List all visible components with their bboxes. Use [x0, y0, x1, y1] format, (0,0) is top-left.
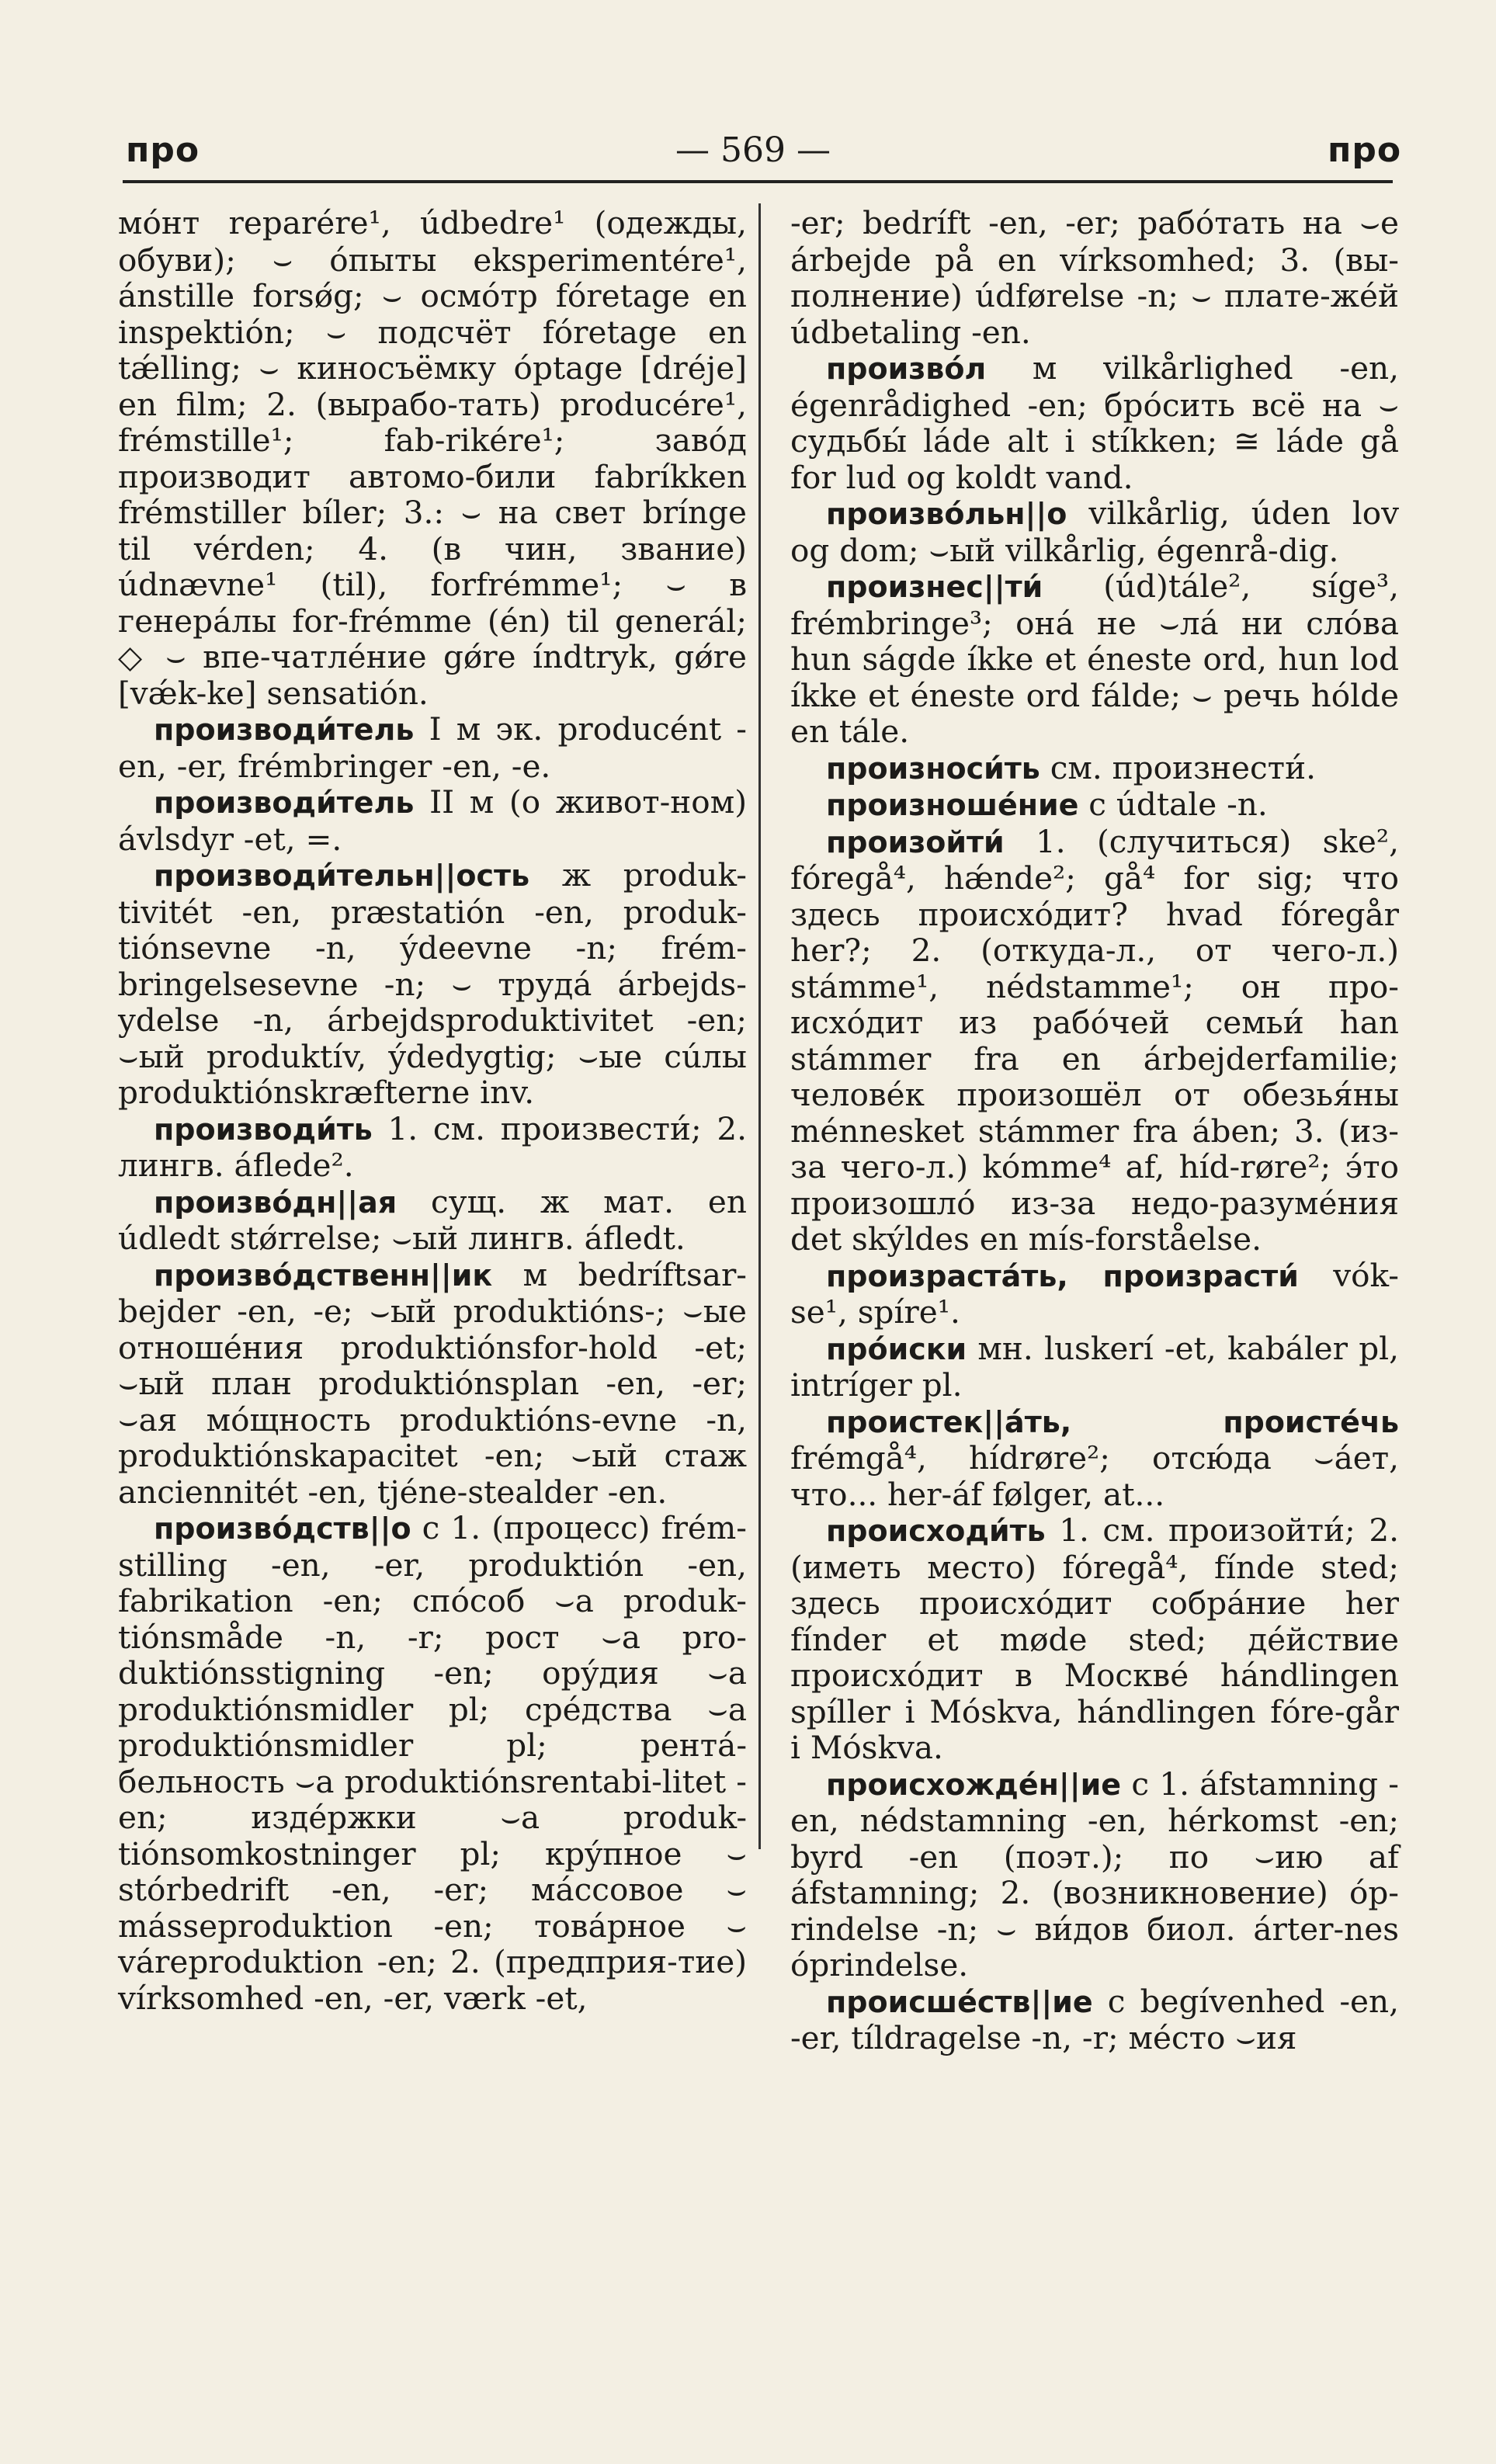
dictionary-entry: [790, 1983, 1399, 2056]
dictionary-entry: [118, 1184, 747, 1257]
dictionary-entry: [118, 857, 747, 1111]
entry-headword: произвóдн||ая: [154, 1185, 397, 1220]
dictionary-entry: [790, 495, 1399, 568]
entry-headword: производи́тель: [154, 786, 415, 820]
entry-headword: производи́тель: [154, 713, 415, 747]
running-head-left: про: [126, 130, 200, 170]
dictionary-entry: [118, 205, 747, 711]
dictionary-entry: [790, 1512, 1399, 1766]
entry-headword: произвóдств||о: [154, 1511, 411, 1546]
entry-body: II м (о живот-ном) ávlsdyr -et, =.: [118, 783, 747, 858]
entry-body: (úd)tále², síge³, frémbringe³; онá не ⌣ла́ ни слóва hun ságde íkke et éneste ord, hun lod íkke et éneste ord fálde; ⌣ речь hólde en tále.: [790, 567, 1399, 750]
entry-body: мн. luskerí -et, kabáler pl, intríger pl.: [790, 1329, 1399, 1404]
entry-body: м vilkårlighed -en, égenrådighed -en; брóсить всё на ⌣ судьбы́ láde alt i stíkken; ≅ láde gå for lud og koldt vand.: [790, 349, 1399, 496]
entry-headword: происходи́ть: [826, 1514, 1046, 1548]
dictionary-entry: [790, 1766, 1399, 1983]
page-number: — 569 —: [675, 130, 831, 170]
entry-body: 1. см. произойти́; 2. (иметь место) fóregå⁴, fínde sted; здесь происхóдит собрáние her fínder et møde sted; дéйствие происхóдит в Москвé hándlingen spíller i Móskva, hándlingen fóre-går i Móskva.: [790, 1511, 1399, 1766]
entry-body: м bedríftsar-bejder -en, -e; ⌣ый produktións-; ⌣ые отношéния produktiónsfor-hold -et; ⌣ый план produktiónsplan -en, -er; ⌣ая мóщность produktións-evne -n, produktiónskapacitet -en; ⌣ый стаж anciennitét -en, tjéne-stealder -en.: [118, 1255, 747, 1511]
entry-body: ж produk-tivitét -en, præstatión -en, produk-tiónsevne -n, ýdeevne -n; frém-bringelsesevne -n; ⌣ трудá árbejds-ydelse -n, árbejdsproduktivitet -en; ⌣ый produktív, ýdedygtig; ⌣ые сúлы produktiónskræfterne inv.: [118, 856, 747, 1111]
entry-body: с 1. áfstamning -en, nédstamning -en, hérkomst -en; byrd -en (поэт.); по ⌣ию af áfstamning; 2. (возникновение) óp-rindelse -n; ⌣ ви́дов биол. árter-nes óprindelse.: [790, 1765, 1399, 1983]
left-column: [118, 205, 747, 2016]
entry-body: мóнт reparére¹, údbedre¹ (одежды, обуви); ⌣ óпыты eksperimentére¹, ánstille forsǿg; ⌣ осмóтр fóretage en inspektión; ⌣ подсчёт fóretage en tǽlling; ⌣ киносъёмку óptage [dréje] en film; 2. (вырабо-тать) producére¹, frémstille¹; fab-rikére¹; завóд производит автомо-били fabríkken frémstiller bíler; 3.: ⌣ на свет bríngе til vérden; 4. (в чин, звание) údnævne¹ (til), forfrémme¹; ⌣ в генерáлы for-frémme (én) til generál; ◇ ⌣ впе-чатлéние gǿre índtryk, gǿre [vǽk-ke] sensatión.: [118, 204, 747, 712]
dictionary-entry: [790, 1258, 1399, 1331]
entry-body: 1. (случиться) ske², fóregå⁴, hǽnde²; gå⁴ for sig; что здесь происхóдит? hvad fóregår her?; 2. (откуда-л., от чего-л.) stámme¹, nédstamme¹; он про-исхóдит из рабóчей семьи́ han stámmer fra en árbejderfamilie; человéк произошёл от обезья́ны ménnesket stámmer fra áben; 3. (из-за чего-л.) kómme⁴ af, híd-røre²; э́то произошлó из-за недо-разумéния det skýldes en mís-forståelse.: [790, 822, 1399, 1258]
entry-body: -er; bedríft -en, -er; рабóтать на ⌣е árbejde på en vírksomhed; 3. (вы-полнение) údførelse -n; ⌣ плате-жéй údbetaling -en.: [790, 204, 1399, 351]
column-divider: [758, 203, 761, 1849]
entry-body: vók-se¹, spíre¹.: [790, 1256, 1399, 1331]
entry-headword: произвóл: [826, 352, 987, 386]
entry-headword: проистек||áть, проистéчь: [826, 1404, 1399, 1439]
dictionary-entry: [118, 711, 747, 784]
dictionary-entry: [790, 568, 1399, 750]
entry-body: с 1. (процесс) frém-stilling -en, -er, produktión -en, fabrikation -en; спóсоб ⌣а produk-tiónsmåde -n, -r; рост ⌣а pro-duktiónsstigning -en; орýдия ⌣а produktiónsmidler pl; срéдства ⌣а produktiónsmidler pl; рентá-бельность ⌣а produktiónsrentabi-litet -en; издéржки ⌣а produk-tiónsomkostninger pl; крýпное ⌣ stórbedrift -en, -er; мáссовое ⌣ másseproduktion -en; товáрное ⌣ váreproduktion -en; 2. (предприя-тие) vírksomhed -en, -er, værk -et,: [118, 1509, 747, 2017]
entry-headword: производи́ть: [154, 1112, 373, 1147]
entry-headword: прóиски: [826, 1331, 967, 1366]
dictionary-entry: [790, 205, 1399, 350]
dictionary-entry: [790, 824, 1399, 1258]
dictionary-entry: [790, 350, 1399, 495]
dictionary-entry: [790, 786, 1399, 824]
entry-headword: производи́тельн||ость: [154, 859, 530, 893]
entry-headword: произвóльн||о: [826, 497, 1067, 531]
entry-body: с begívenhed -en, -er, tíldragelse -n, -r; мéсто ⌣ия: [790, 1982, 1399, 2056]
entry-headword: произвóдственн||ик: [154, 1258, 493, 1293]
dictionary-entry: [790, 1331, 1399, 1404]
entry-body: vilkårlig, úden lov og dom; ⌣ый vilkårlig, égenrå-dig.: [790, 495, 1399, 569]
entry-headword: происхождéн||ие: [826, 1767, 1122, 1802]
dictionary-entry: [118, 784, 747, 857]
entry-headword: произойти́: [826, 824, 1005, 859]
entry-body: 1. см. произвести́; 2. лингв. áflede².: [118, 1109, 747, 1184]
entry-headword: произрастáть, произрасти́: [826, 1258, 1299, 1293]
entry-headword: произнес||ти́: [826, 570, 1043, 604]
dictionary-entry: [118, 1510, 747, 2016]
dictionary-entry: [118, 1111, 747, 1184]
running-head-right: про: [1328, 130, 1402, 170]
entry-body: сущ. ж мат. en údledt stǿrrelse; ⌣ый лингв. áfledt.: [118, 1182, 747, 1257]
entry-body: см. произнести́.: [1040, 748, 1316, 786]
entry-body: I м эк. producént -en, -er, frémbringer -en, -e.: [118, 710, 747, 785]
dictionary-entry: [118, 1257, 747, 1511]
entry-headword: произноси́ть: [826, 751, 1040, 786]
entry-headword: произношéние: [826, 788, 1079, 822]
dictionary-entry: [790, 750, 1399, 787]
entry-headword: происшéств||ие: [826, 1984, 1093, 2019]
entry-body: frémgå⁴, hídrøre²; отсю́да ⌣áет, что... her-áf følger, at...: [790, 1439, 1399, 1513]
dictionary-entry: [790, 1404, 1399, 1513]
right-column: [790, 205, 1399, 2056]
header-rule: [123, 180, 1393, 183]
entry-body: с údtale -n.: [1078, 786, 1268, 823]
